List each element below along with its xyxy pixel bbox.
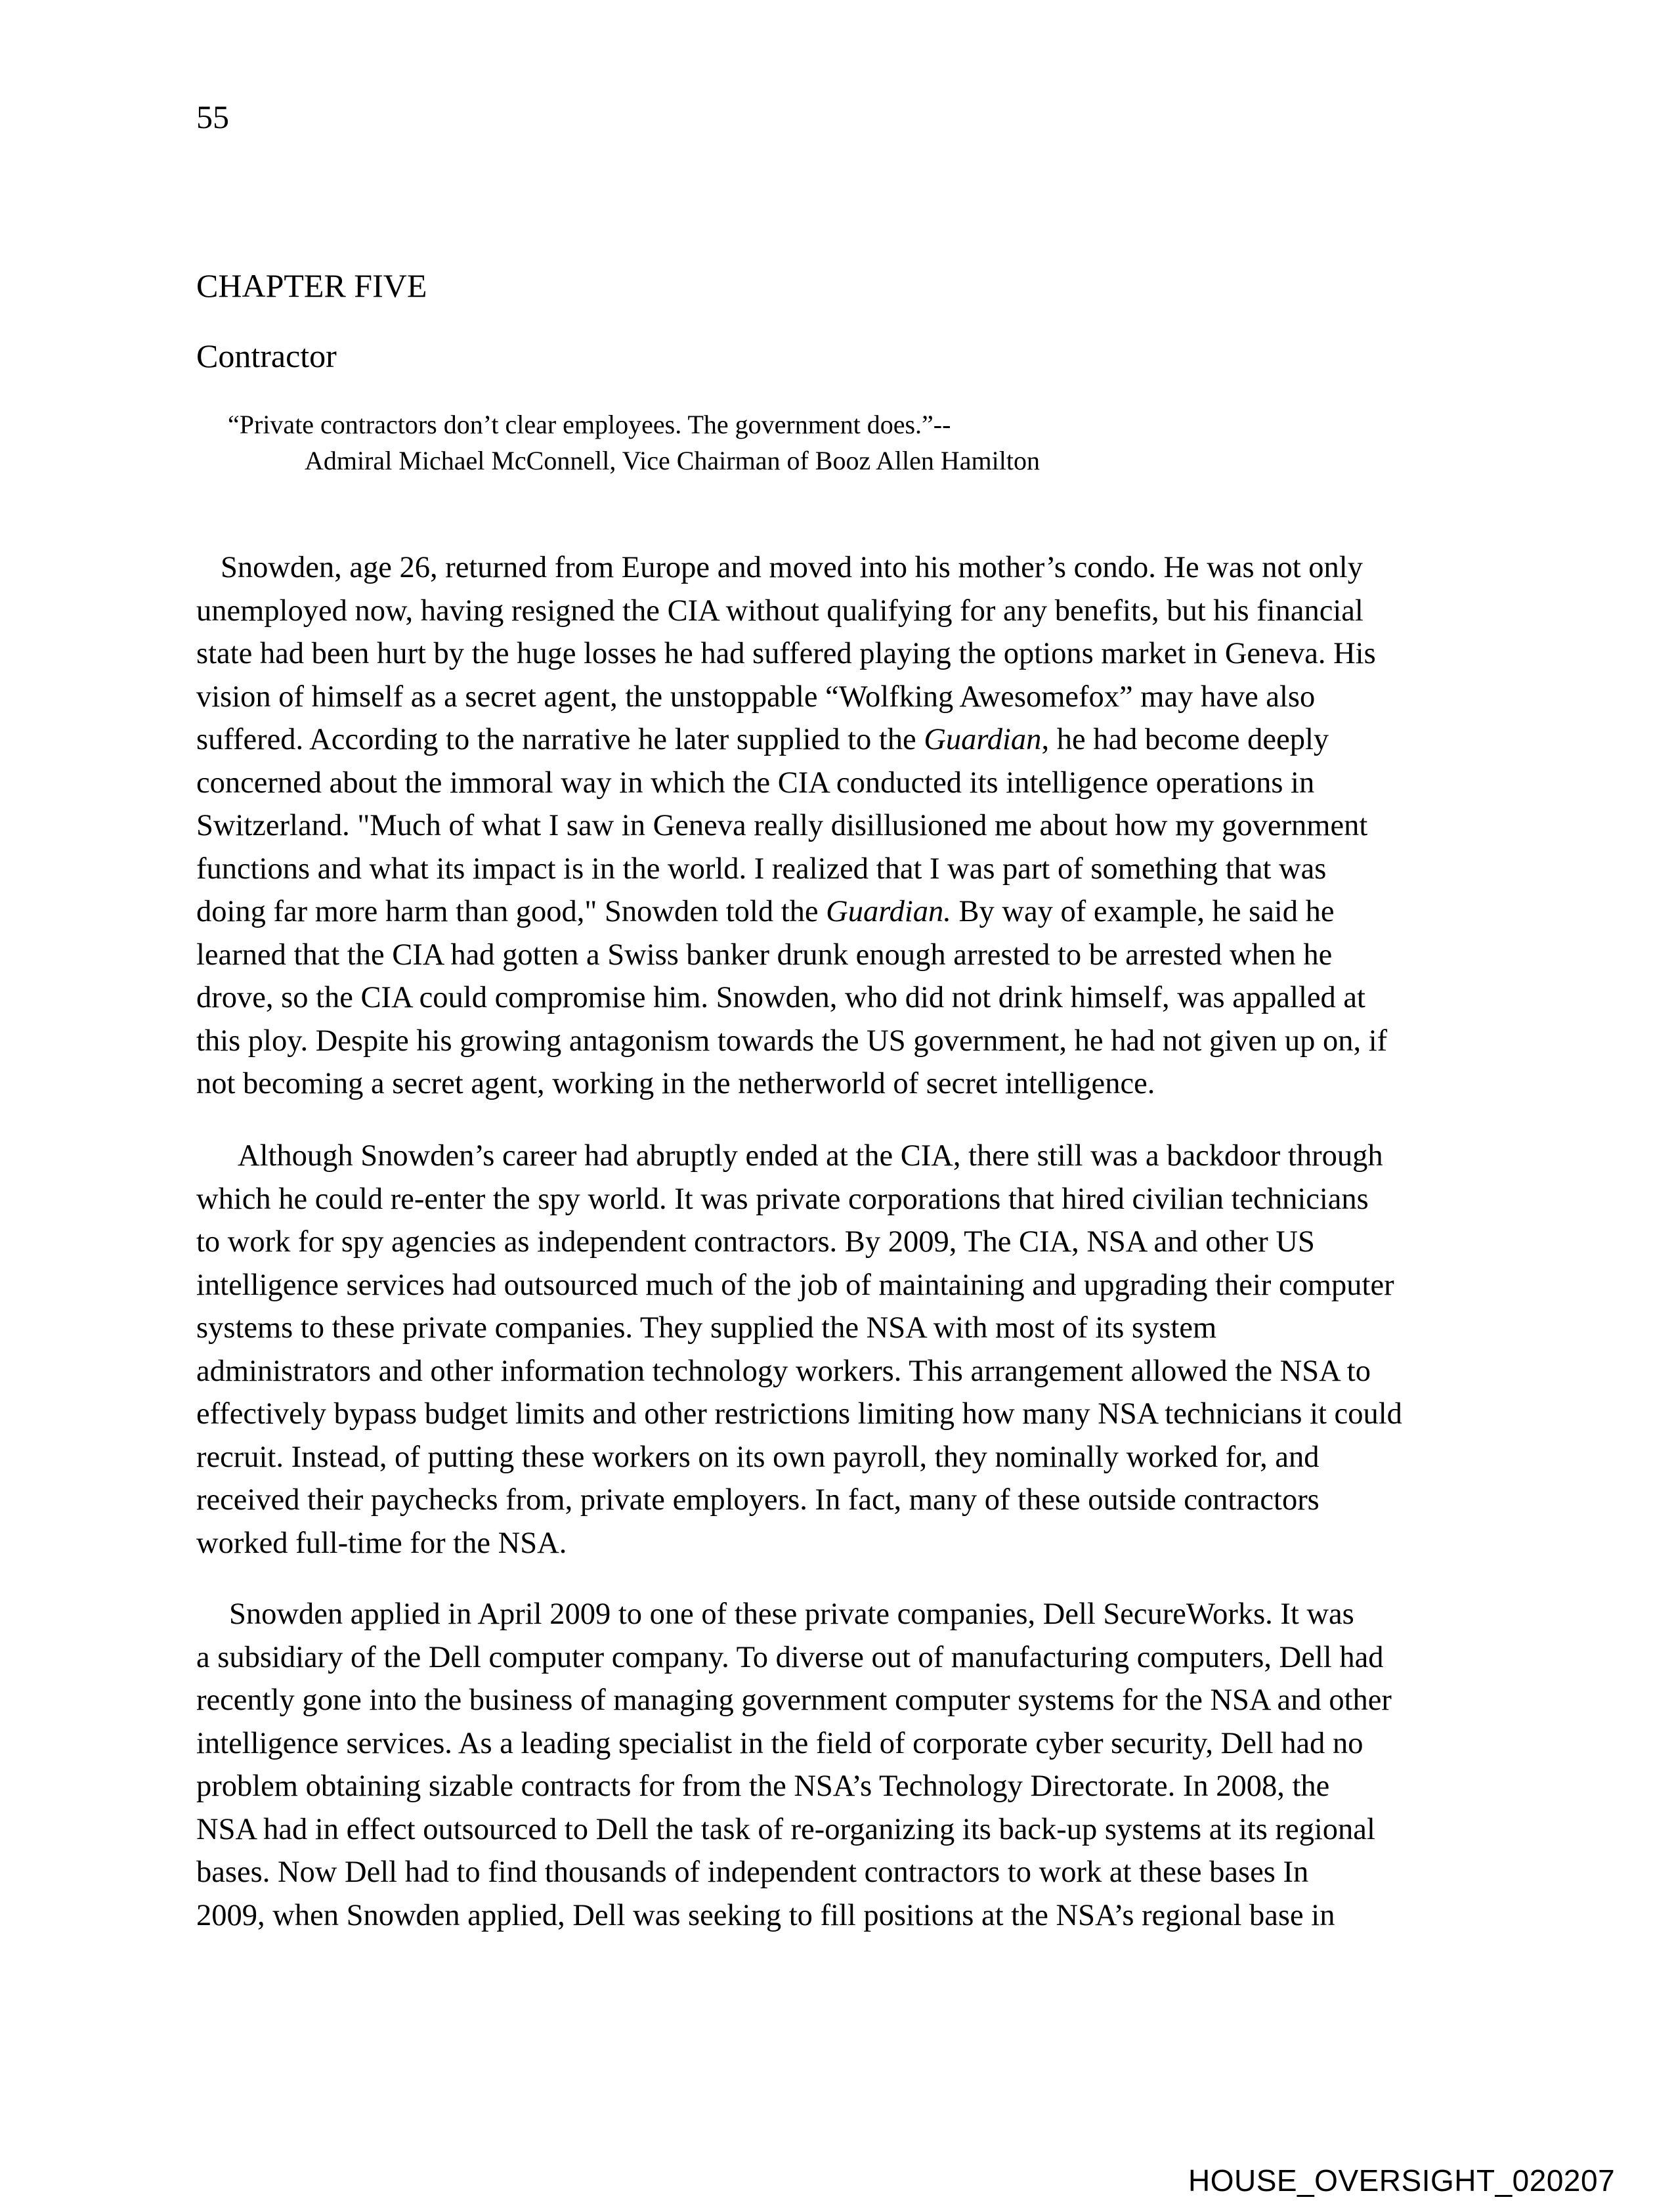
- paragraph-line: worked full-time for the NSA.: [196, 1526, 567, 1560]
- paragraph-line: Switzerland. "Much of what I saw in Geneva really disillusioned me about how my government: [196, 809, 1368, 842]
- paragraph-line: systems to these private companies. They supplied the NSA with most of its system: [196, 1311, 1217, 1345]
- bates-stamp: HOUSE_OVERSIGHT_020207: [1188, 2163, 1616, 2198]
- paragraph-line: NSA had in effect outsourced to Dell the task of re-organizing its back-up systems at its regional: [196, 1812, 1375, 1846]
- paragraph-line: recently gone into the business of managing government computer systems for the NSA and other: [196, 1683, 1392, 1717]
- paragraph-line: Snowden applied in April 2009 to one of these private companies, Dell SecureWorks. It was: [229, 1597, 1354, 1631]
- paragraph-line: this ploy. Despite his growing antagonism towards the US government, he had not given up on, if: [196, 1024, 1388, 1058]
- body-paragraph-2: [196, 1135, 1483, 1565]
- paragraph-line: intelligence services. As a leading specialist in the field of corporate cyber security, Dell had no: [196, 1726, 1363, 1760]
- chapter-label: CHAPTER FIVE: [196, 267, 427, 304]
- paragraph-line: intelligence services had outsourced much of the job of maintaining and upgrading their computer: [196, 1268, 1394, 1302]
- paragraph-line: functions and what its impact is in the world. I realized that I was part of something that was: [196, 852, 1327, 886]
- paragraph-line: problem obtaining sizable contracts for from the NSA’s Technology Directorate. In 2008, the: [196, 1769, 1330, 1803]
- paragraph-line: not becoming a secret agent, working in the netherworld of secret intelligence.: [196, 1067, 1155, 1100]
- publication-title-guardian: Guardian.: [826, 895, 951, 928]
- paragraph-line: [196, 718, 1483, 762]
- paragraph-line: learned that the CIA had gotten a Swiss banker drunk enough arrested to be arrested when he: [196, 938, 1333, 972]
- paragraph-line: concerned about the immoral way in which the CIA conducted its intelligence operations in: [196, 766, 1315, 800]
- line-text: , he had become deeply: [1041, 723, 1329, 756]
- paragraph-line: state had been hurt by the huge losses he had suffered playing the options market in Geneva. His: [196, 637, 1376, 670]
- paragraph-line: bases. Now Dell had to find thousands of independent contractors to work at these bases In: [196, 1855, 1309, 1889]
- epigraph-attribution: Admiral Michael McConnell, Vice Chairman of Booz Allen Hamilton: [305, 446, 1040, 475]
- paragraph-line: received their paychecks from, private employers. In fact, many of these outside contractors: [196, 1483, 1320, 1517]
- paragraph-line: administrators and other information technology workers. This arrangement allowed the NSA to: [196, 1354, 1371, 1388]
- publication-title-guardian: Guardian: [924, 723, 1042, 756]
- paragraph-line: drove, so the CIA could compromise him. Snowden, who did not drink himself, was appalled at: [196, 981, 1365, 1014]
- paragraph-line: recruit. Instead, of putting these workers on its own payroll, they nominally worked for, and: [196, 1440, 1320, 1474]
- line-text: doing far more harm than good," Snowden told the: [196, 895, 826, 928]
- paragraph-line: vision of himself as a secret agent, the unstoppable “Wolfking Awesomefox” may have also: [196, 680, 1316, 714]
- line-text: By way of example, he said he: [951, 895, 1335, 928]
- epigraph-quote: “Private contractors don’t clear employees. The government does.”--: [228, 410, 951, 439]
- paragraph-line: to work for spy agencies as independent contractors. By 2009, The CIA, NSA and other US: [196, 1225, 1315, 1259]
- paragraph-line: 2009, when Snowden applied, Dell was seeking to fill positions at the NSA’s regional base in: [196, 1898, 1335, 1932]
- paragraph-line: Snowden, age 26, returned from Europe and moved into his mother’s condo. He was not only: [221, 551, 1363, 584]
- paragraph-line: [196, 890, 1483, 934]
- line-text: suffered. According to the narrative he later supplied to the: [196, 723, 924, 756]
- body-paragraph-3: [196, 1593, 1483, 1937]
- paragraph-line: Although Snowden’s career had abruptly ended at the CIA, there still was a backdoor through: [238, 1139, 1383, 1173]
- paragraph-line: unemployed now, having resigned the CIA without qualifying for any benefits, but his financial: [196, 594, 1363, 628]
- paragraph-line: effectively bypass budget limits and other restrictions limiting how many NSA technicians it could: [196, 1397, 1402, 1431]
- paragraph-line: which he could re-enter the spy world. It was private corporations that hired civilian technicians: [196, 1182, 1369, 1216]
- body-paragraph-1: [196, 546, 1483, 1106]
- page-number: 55: [196, 98, 229, 135]
- paragraph-line: a subsidiary of the Dell computer company. To diverse out of manufacturing computers, Dell had: [196, 1640, 1384, 1674]
- chapter-title: Contractor: [196, 337, 337, 374]
